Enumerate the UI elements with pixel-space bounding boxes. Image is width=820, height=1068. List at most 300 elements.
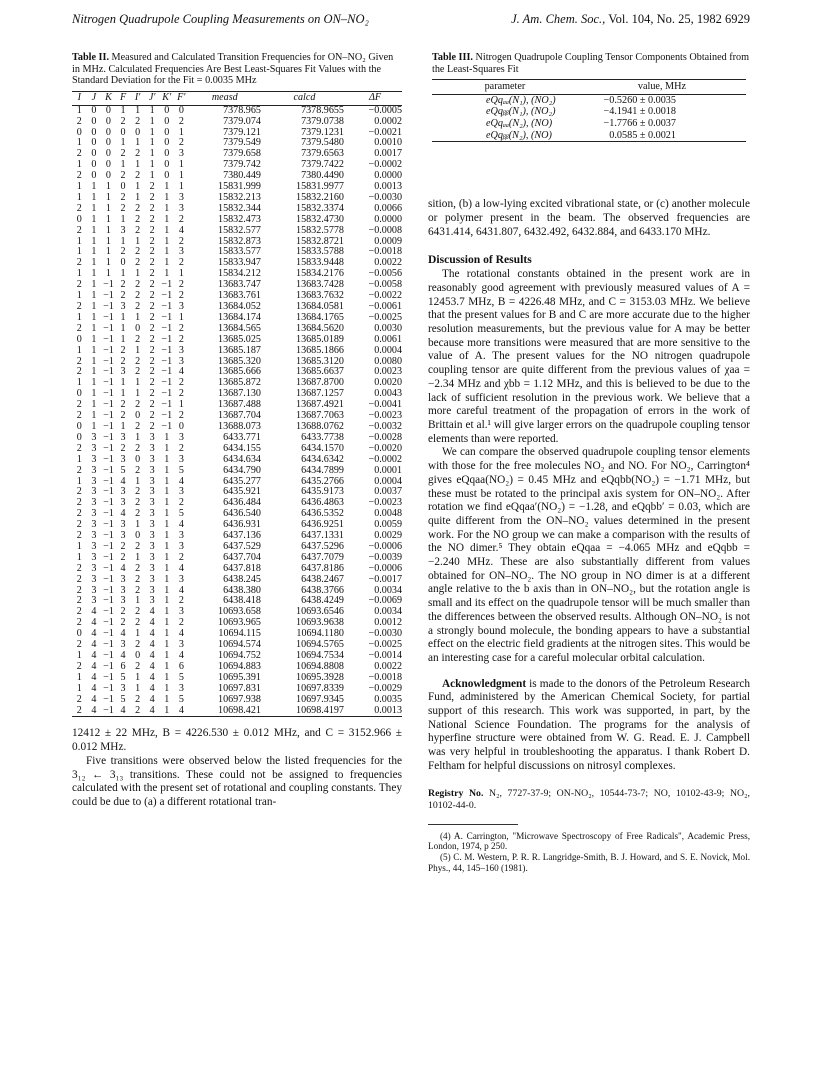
table-cell: 6437.1331 — [301, 530, 344, 542]
table-cell: 1 — [178, 181, 184, 193]
table-cell: −1 — [103, 301, 114, 312]
table-cell: 3 — [178, 540, 184, 552]
table-cell: 2 — [135, 170, 141, 182]
table-cell: 0 — [164, 159, 170, 171]
table-cell: 1 — [91, 257, 97, 269]
footnote-divider — [428, 824, 518, 825]
table-cell: 2 — [76, 301, 82, 312]
table-cell: −1 — [103, 279, 114, 291]
table-cell: 0.0029 — [374, 530, 402, 542]
table-cell: 5 — [120, 693, 126, 705]
table-cell: 0 — [178, 420, 184, 432]
table-cell: 1 — [91, 202, 97, 214]
table-cell: 4 — [91, 660, 97, 672]
table-cell: 3 — [91, 595, 97, 607]
table-cell: 3 — [120, 453, 126, 465]
table-cell: 1 — [91, 420, 97, 432]
table-cell: 1 — [76, 453, 82, 465]
table2-header-cell: measd — [211, 91, 238, 103]
table-cell: 1 — [76, 159, 82, 171]
table-cell: 2 — [135, 202, 141, 214]
table-row — [72, 466, 402, 477]
value-cell: 0.0585 ± 0.0021 — [609, 129, 676, 141]
table-cell: 0.0004 — [374, 475, 402, 487]
table-cell: 1 — [91, 290, 97, 302]
table-cell: 0 — [76, 388, 82, 400]
table-cell: −1 — [103, 453, 114, 465]
left-column — [72, 52, 402, 810]
table-cell: 2 — [76, 660, 82, 672]
table-cell: −1 — [103, 344, 114, 356]
table-cell: −1 — [103, 333, 114, 345]
table-cell: 10694.574 — [218, 639, 261, 651]
table-cell: 5 — [178, 508, 184, 520]
table-cell: 10697.938 — [218, 693, 261, 705]
parameter-cell: eQqᵦᵦ(N₁), (NO₂) — [486, 106, 556, 118]
table-cell: 4 — [149, 606, 155, 618]
table-cell: 0.0000 — [374, 213, 402, 225]
table-cell: 2 — [135, 420, 141, 432]
table-cell: 2 — [120, 344, 126, 356]
table-cell: 1 — [135, 191, 141, 203]
table-cell: 0.0000 — [374, 170, 402, 182]
table-cell: 10694.7534 — [296, 650, 344, 661]
table-cell: −0.0023 — [368, 497, 402, 509]
table-cell: 2 — [120, 551, 126, 563]
table-cell: 0.0009 — [374, 235, 402, 247]
table2-header-cell: I′ — [134, 91, 141, 103]
table-cell: −1 — [103, 355, 114, 367]
table-cell: −0.0020 — [368, 442, 402, 454]
table-cell: 1 — [164, 431, 170, 443]
table-cell: −1 — [161, 333, 173, 345]
table-cell: −1 — [103, 650, 114, 661]
table-cell: 2 — [178, 410, 184, 422]
running-head-title: Nitrogen Quadrupole Coupling Measurements on ON–NO₂ — [72, 12, 369, 26]
table-cell: 2 — [178, 213, 184, 225]
table2-header-cell: calcd — [293, 91, 316, 103]
table-cell: −0.0056 — [368, 268, 402, 280]
table-row — [432, 106, 746, 118]
table-cell: 1 — [164, 181, 170, 193]
table-cell: 13684.052 — [218, 301, 261, 312]
table-cell: 0.0020 — [374, 377, 402, 389]
table-cell: 13684.5620 — [296, 322, 344, 334]
table-cell: 1 — [91, 279, 97, 291]
table-cell: 2 — [135, 399, 141, 411]
table2-header-cell: ΔF — [368, 91, 382, 103]
table-cell: 3 — [91, 508, 97, 520]
table-cell: 3 — [91, 584, 97, 596]
table-cell: 6436.4863 — [301, 497, 344, 509]
table-cell: 3 — [149, 573, 155, 585]
table-cell: −0.0025 — [368, 639, 402, 651]
table-cell: 3 — [91, 475, 97, 487]
table-cell: 3 — [91, 562, 97, 574]
table-cell: 2 — [120, 442, 126, 454]
table-cell: 1 — [164, 682, 170, 694]
table-cell: 1 — [135, 682, 141, 694]
table-cell: 13688.073 — [218, 420, 261, 432]
table3-caption — [428, 52, 750, 75]
table-cell: 3 — [149, 540, 155, 552]
table-cell: 10694.752 — [218, 650, 261, 661]
table-cell: 1 — [76, 290, 82, 302]
parameter-cell: eQqᵦᵦ(N₂), (NO) — [486, 129, 552, 141]
table-cell: 6436.9251 — [301, 519, 344, 531]
table2-caption-text: Measured and Calculated Transition Frequencies for ON–NO₂ Given in MHz. Calculated Frequencies Are Best Least-Squares Fit Values with the Standard Deviation for the Fit = 0.0035 MHz — [72, 52, 394, 87]
table-cell: 10697.831 — [218, 682, 261, 694]
table-cell: 2 — [76, 530, 82, 542]
table-cell: 0 — [120, 126, 126, 138]
table-cell: 2 — [149, 224, 155, 236]
table-cell: 2 — [76, 148, 82, 160]
table-cell: 2 — [178, 279, 184, 291]
table-cell: 2 — [76, 508, 82, 520]
table-cell: 6438.3766 — [301, 584, 344, 596]
table-cell: 2 — [135, 257, 141, 269]
running-head — [72, 12, 750, 32]
table-cell: 2 — [120, 399, 126, 411]
table-cell: 3 — [149, 595, 155, 607]
table-cell: 3 — [178, 639, 184, 651]
table-cell: −1 — [103, 660, 114, 672]
table-cell: 1 — [91, 344, 97, 356]
table-cell: 10693.6546 — [296, 606, 344, 618]
table-cell: −0.0041 — [368, 399, 402, 411]
table-cell: 2 — [178, 442, 184, 454]
table-cell: 1 — [105, 191, 111, 203]
table-cell: 7380.4490 — [301, 170, 344, 182]
table-cell: 2 — [135, 333, 141, 345]
table-cell: 1 — [164, 235, 170, 247]
table-cell: 3 — [178, 301, 184, 312]
table-cell: 6438.2467 — [301, 573, 344, 585]
table-cell: −1 — [103, 420, 114, 432]
table-cell: 1 — [135, 344, 141, 356]
table-cell: 13683.761 — [218, 290, 261, 302]
table-cell: 1 — [164, 213, 170, 225]
table-cell: 15833.577 — [218, 246, 261, 258]
table-cell: 2 — [178, 388, 184, 400]
table-cell: 4 — [149, 671, 155, 683]
table-cell: 3 — [149, 584, 155, 596]
table-cell: 0 — [91, 137, 97, 149]
table-cell: 1 — [120, 388, 126, 400]
acknowledgment-title: Acknowledgment — [442, 677, 527, 690]
table-cell: 2 — [149, 235, 155, 247]
table-cell: 13684.174 — [218, 311, 261, 323]
table2-label: Table II. — [72, 52, 109, 63]
table-cell: 3 — [178, 344, 184, 356]
table-cell: 4 — [120, 650, 126, 661]
table-cell: 1 — [105, 257, 111, 269]
table-cell: 0 — [76, 213, 82, 225]
table-cell: −1 — [103, 540, 114, 552]
table-cell: 0.0035 — [374, 693, 402, 705]
table-cell: 1 — [76, 268, 82, 280]
table-cell: 1 — [149, 104, 155, 116]
table-row — [72, 117, 402, 128]
table-cell: 1 — [164, 530, 170, 542]
table-cell: 1 — [105, 268, 111, 280]
table2-header-row — [72, 91, 402, 105]
table-cell: 7379.6563 — [301, 148, 344, 160]
table-cell: 1 — [76, 191, 82, 203]
table-cell: 3 — [178, 355, 184, 367]
table-cell: 2 — [135, 562, 141, 574]
table-cell: 3 — [91, 486, 97, 498]
table-cell: 2 — [120, 246, 126, 258]
table-cell: 3 — [178, 682, 184, 694]
table-cell: 2 — [76, 562, 82, 574]
table-cell: 1 — [135, 311, 141, 323]
table-cell: 1 — [76, 650, 82, 661]
table-cell: 6436.540 — [223, 508, 261, 520]
table-cell: 10698.4197 — [296, 704, 344, 716]
table-cell: −0.0025 — [368, 311, 402, 323]
table-cell: 3 — [120, 497, 126, 509]
table-cell: 4 — [178, 704, 184, 716]
table-cell: −0.0006 — [368, 562, 402, 574]
table-cell: 2 — [135, 497, 141, 509]
table-cell: −1 — [161, 301, 173, 312]
table-cell: 6437.704 — [223, 551, 261, 563]
table-cell: 1 — [164, 202, 170, 214]
table-cell: 3 — [91, 573, 97, 585]
table-cell: 2 — [149, 290, 155, 302]
table-cell: 6434.155 — [223, 442, 261, 454]
table2-header-cell: F′ — [177, 91, 186, 103]
table-cell: 1 — [164, 191, 170, 203]
table-cell: 4 — [178, 519, 184, 531]
table-cell: −1 — [103, 464, 114, 476]
table-cell: 2 — [135, 573, 141, 585]
table-cell: 1 — [164, 639, 170, 651]
table-cell: 2 — [149, 399, 155, 411]
table-cell: 3 — [178, 453, 184, 465]
table-cell: 2 — [76, 704, 82, 716]
table-cell: 2 — [135, 366, 141, 378]
table-cell: −1 — [161, 355, 173, 367]
table-cell: 4 — [91, 606, 97, 618]
table-cell: 15832.8721 — [296, 235, 344, 247]
table-cell: 2 — [149, 420, 155, 432]
table-cell: 2 — [135, 584, 141, 596]
table-cell: 1 — [164, 519, 170, 531]
table-row — [72, 575, 402, 586]
table2-header-cell: J — [91, 91, 97, 103]
table-cell: 1 — [164, 268, 170, 280]
table-cell: −1 — [103, 290, 114, 302]
table-cell: 6437.5296 — [301, 540, 344, 552]
table-cell: 6437.818 — [223, 562, 261, 574]
table-cell: 2 — [120, 148, 126, 160]
table-cell: 15831.9977 — [296, 181, 344, 193]
table-cell: 2 — [149, 377, 155, 389]
table-cell: −0.0061 — [368, 301, 402, 312]
table-cell: 1 — [120, 322, 126, 334]
table-cell: 2 — [178, 595, 184, 607]
table-cell: 4 — [149, 617, 155, 629]
table-row — [72, 684, 402, 695]
table-cell: 0 — [120, 181, 126, 193]
table-cell: 15832.873 — [218, 235, 261, 247]
table-cell: 1 — [120, 420, 126, 432]
table-cell: −0.0032 — [368, 420, 402, 432]
table-cell: 13687.488 — [218, 399, 261, 411]
table-cell: 1 — [135, 551, 141, 563]
table-cell: 2 — [149, 191, 155, 203]
table-cell: −0.0008 — [368, 224, 402, 236]
journal-name: J. Am. Chem. Soc., — [511, 12, 606, 26]
table-cell: 6438.4249 — [301, 595, 344, 607]
table-cell: 0 — [105, 170, 111, 182]
table-cell: −1 — [103, 377, 114, 389]
table-cell: 7379.7422 — [301, 159, 344, 171]
table-cell: 6438.380 — [223, 584, 261, 596]
table-cell: 1 — [76, 311, 82, 323]
table-cell: 3 — [120, 366, 126, 378]
table-cell: 1 — [149, 115, 155, 127]
table-cell: 1 — [135, 104, 141, 116]
table-cell: −1 — [103, 442, 114, 454]
table-cell: 1 — [135, 159, 141, 171]
table-cell: −1 — [103, 671, 114, 683]
table-cell: 2 — [178, 115, 184, 127]
table-cell: 2 — [149, 344, 155, 356]
table-cell: 0.0004 — [374, 344, 402, 356]
registry-numbers — [428, 788, 750, 812]
table-cell: 0.0048 — [374, 508, 402, 520]
table-cell: 3 — [178, 606, 184, 618]
table-cell: 0 — [76, 126, 82, 138]
table-cell: 4 — [91, 682, 97, 694]
table-cell: 1 — [178, 170, 184, 182]
table-cell: 6438.418 — [223, 595, 261, 607]
table-cell: −1 — [103, 606, 114, 618]
table-cell: 3 — [120, 682, 126, 694]
table-cell: 0 — [91, 126, 97, 138]
table-cell: 0.0002 — [374, 115, 402, 127]
value-cell: −0.5260 ± 0.0035 — [603, 94, 676, 106]
table-cell: 2 — [120, 290, 126, 302]
table3-body — [432, 94, 746, 141]
value-cell: −4.1941 ± 0.0018 — [603, 106, 676, 118]
table-cell: 7380.449 — [223, 170, 261, 182]
table-cell: 4 — [120, 704, 126, 716]
table2-header-cell: J′ — [148, 91, 156, 103]
table-cell: 10697.9345 — [296, 693, 344, 705]
table-cell: 3 — [178, 530, 184, 542]
table-cell: 4 — [149, 639, 155, 651]
table-cell: 2 — [135, 704, 141, 716]
table-cell: 2 — [76, 464, 82, 476]
table-cell: −1 — [103, 584, 114, 596]
table2-header-cell: K′ — [162, 91, 172, 103]
table-cell: 15832.5778 — [296, 224, 344, 236]
table-cell: 1 — [105, 224, 111, 236]
table-cell: −0.0005 — [368, 104, 402, 116]
table-cell: 2 — [76, 202, 82, 214]
table-cell: 2 — [76, 279, 82, 291]
table-cell: −1 — [103, 693, 114, 705]
table-cell: 13684.1765 — [296, 311, 344, 323]
table-cell: 1 — [91, 213, 97, 225]
table-cell: 1 — [164, 453, 170, 465]
value-cell: −1.7766 ± 0.0037 — [603, 117, 676, 129]
table-cell: 15832.2160 — [296, 191, 344, 203]
table-cell: 0 — [178, 104, 184, 116]
table-cell: 13688.0762 — [296, 420, 344, 432]
table-cell: 3 — [120, 224, 126, 236]
table-cell: 1 — [178, 311, 184, 323]
table-cell: 5 — [178, 693, 184, 705]
table-cell: −1 — [161, 279, 173, 291]
table-cell: 13685.666 — [218, 366, 261, 378]
table-cell: −1 — [103, 617, 114, 629]
acknowledgment-text: is made to the donors of the Petroleum Research Fund, administered by the American Chemical Society, for partial support of this research. This work was supported, in part, by the National Science Foundation. The programs for the analysis of hyperfine structure were obtained from W. G. Read. E. J. Campbell was very helpful in troubleshooting the apparatus. I thank Robert D. Feltham for helpful discussions on nitrosyl complexes. — [428, 677, 750, 772]
table-cell: 7379.658 — [223, 148, 261, 160]
table-cell: 2 — [120, 617, 126, 629]
table-cell: 5 — [178, 671, 184, 683]
discussion-paragraph-1: The rotational constants obtained in the present work are in reasonably good agreement with previously measured values of A = 12453.7 MHz, B = 4226.48 MHz, and C = 3153.03 MHz. We believe that the present values for B and C are more accurate due to the higher resolution measurements, but the previous value for A may be better because more transitions were measured that are more sensitive to the value of A. The present values for the NO nitrogen quadrupole coupling tensor are quite different from the previous values of χaa = −2.34 MHz and χbb = 1.12 MHz, and this is believed to be due to the lack of sufficient resolution in the previous work. We believe that a more careful treatment of the propagation of errors in the work of Brittain et al.¹ will give larger errors on the quadrupole coupling tensor elements than were reported. — [428, 268, 750, 445]
table-cell: 3 — [91, 431, 97, 443]
table-cell: 1 — [164, 693, 170, 705]
discussion-paragraph-2: We can compare the observed quadrupole coupling tensor elements with those for the free molecules NO₂ and NO. For NO₂, Carrington⁴ gives eQqaa(NO₂) = 0.45 MHz and eQqbb(NO₂) = −1.71 MHz, but these must be rotated to the principal axis system for ON–NO₂. After rotation we find eQqaa′(NO₂) = −1.28, and eQqbb′ = 0.03, which are quite different from the ON–NO₂ values determined in the present work. For the NO group we can make a comparison with the results of the NO dimer.⁵ They obtain eQqaa = −4.065 MHz and eQqbb = −2.240 MHz. These are also substantially different from values obtained for ON–NO₂. The NO group in NO dimer is at a different angle relative to the b axis than in ON–NO₂, but the rotation angle is small and its effect on the quadrupole tensor will be much smaller than the differences between the observed results. Although ON–NO₂ is not a strongly bound molecule, the bonding appears to have a substantial effect on the electric field gradients at the nitrogen sites. This would be an interesting case for a careful molecular orbital calculation. — [428, 446, 750, 664]
table-cell: 1 — [91, 399, 97, 411]
table-cell: −0.0018 — [368, 671, 402, 683]
table-cell: 0 — [135, 530, 141, 542]
table-cell: 2 — [76, 606, 82, 618]
table-cell: 2 — [76, 257, 82, 269]
table-cell: 1 — [76, 137, 82, 149]
table-cell: −1 — [103, 551, 114, 563]
table-cell: 1 — [91, 355, 97, 367]
table-cell: 13687.4921 — [296, 399, 344, 411]
table-cell: 0.0059 — [374, 519, 402, 531]
table-cell: 2 — [76, 486, 82, 498]
footnote-4: (4) A. Carrington, "Microwave Spectroscopy of Free Radicals", Academic Press, London, 1974, p 250. — [428, 830, 750, 852]
table-cell: 2 — [135, 464, 141, 476]
table-cell: 0 — [105, 115, 111, 127]
table-cell: 4 — [91, 671, 97, 683]
table-cell: 2 — [149, 246, 155, 258]
table-cell: 1 — [91, 333, 97, 345]
table-cell: 3 — [91, 453, 97, 465]
table-cell: 2 — [178, 290, 184, 302]
table-cell: 1 — [178, 159, 184, 171]
table-cell: 1 — [76, 475, 82, 487]
table-cell: 6434.7899 — [301, 464, 344, 476]
table-cell: 13685.0189 — [296, 333, 344, 345]
table-cell: 13684.565 — [218, 322, 261, 334]
table-cell: 0.0034 — [374, 606, 402, 618]
table-cell: 0.0030 — [374, 322, 402, 334]
table-cell: 2 — [178, 377, 184, 389]
table-cell: 1 — [135, 268, 141, 280]
table-cell: −1 — [103, 573, 114, 585]
table-cell: 7378.9655 — [301, 104, 344, 116]
table-cell: 3 — [120, 431, 126, 443]
table-cell: 6433.771 — [223, 431, 261, 443]
table-cell: −1 — [161, 344, 173, 356]
table-cell: 4 — [91, 693, 97, 705]
table-cell: 1 — [76, 104, 82, 116]
table-cell: −0.0030 — [368, 191, 402, 203]
table-cell: −1 — [103, 639, 114, 651]
table-cell: 4 — [91, 628, 97, 640]
